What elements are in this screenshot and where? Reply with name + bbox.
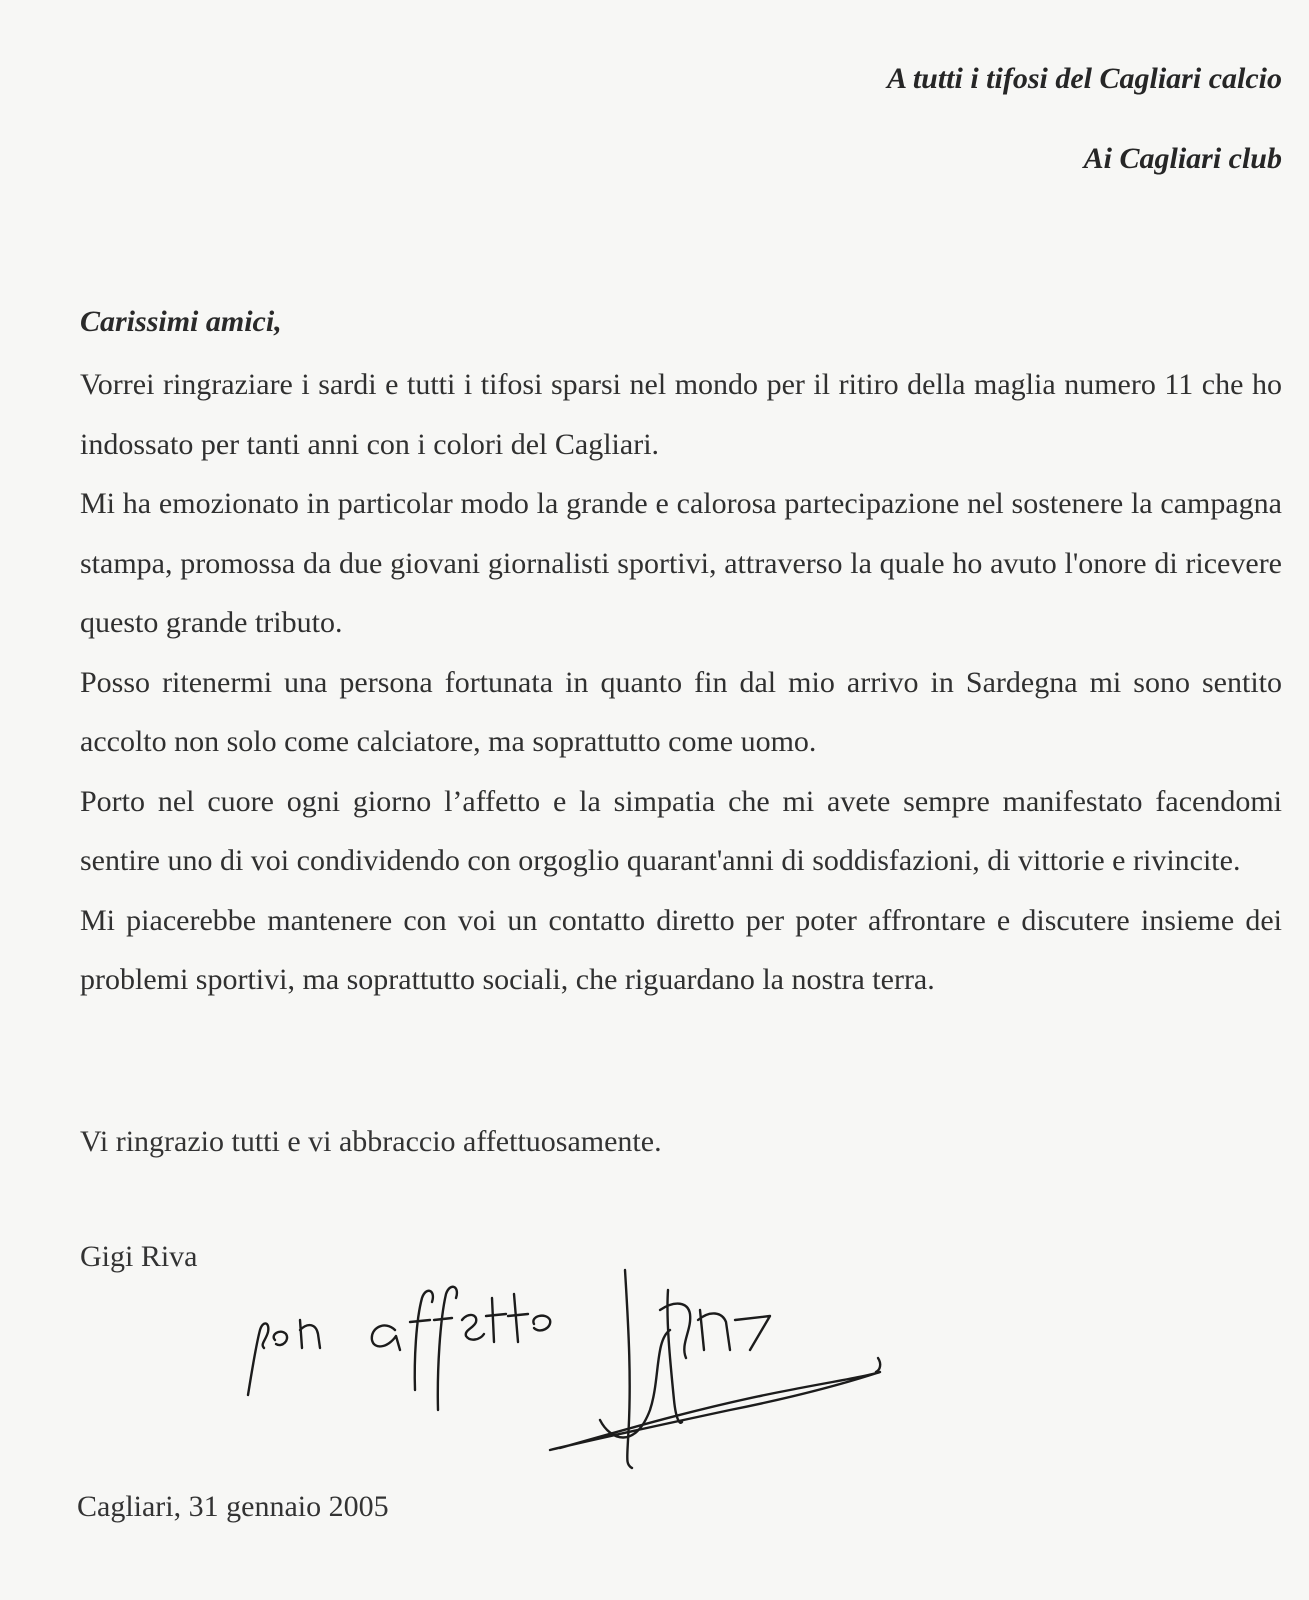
closing-line: Vi ringrazio tutti e vi abbraccio affettuosamente. — [80, 1125, 662, 1158]
body-paragraph: Mi piacerebbe mantenere con voi un contatto diretto per poter affrontare e discutere insieme dei problemi sportivi, ma soprattutto sociali, che riguardano la nostra terra. — [80, 903, 1282, 996]
recipient-line-2: Ai Cagliari club — [1083, 142, 1282, 175]
body-paragraph: Vorrei ringraziare i sardi e tutti i tifosi sparsi nel mondo per il ritiro della maglia numero 11 che ho indossato per tanti anni con i colori del Cagliari. — [80, 368, 1282, 461]
body-paragraph: Porto nel cuore ogni giorno l’affetto e la simpatia che mi avete sempre manifestato facendomi sentire uno di voi condividendo con orgoglio quarant'anni di soddisfazioni, di vittorie e rivincite. — [80, 784, 1282, 877]
salutation: Carissimi amici, — [80, 305, 282, 338]
handwritten-signature — [230, 1250, 910, 1490]
letter-body — [80, 355, 1282, 1010]
place-date: Cagliari, 31 gennaio 2005 — [77, 1490, 389, 1523]
recipient-line-1: A tutti i tifosi del Cagliari calcio — [886, 62, 1282, 95]
body-paragraph: Posso ritenermi una persona fortunata in quanto fin dal mio arrivo in Sardegna mi sono sentito accolto non solo come calciatore, ma soprattutto come uomo. — [80, 665, 1282, 758]
body-paragraph: Mi ha emozionato in particolar modo la grande e calorosa partecipazione nel sostenere la campagna stampa, promossa da due giovani giornalisti sportivi, attraverso la quale ho avuto l'onore di ricevere questo grande tributo. — [80, 487, 1282, 639]
signature-name: Gigi Riva — [80, 1240, 198, 1273]
